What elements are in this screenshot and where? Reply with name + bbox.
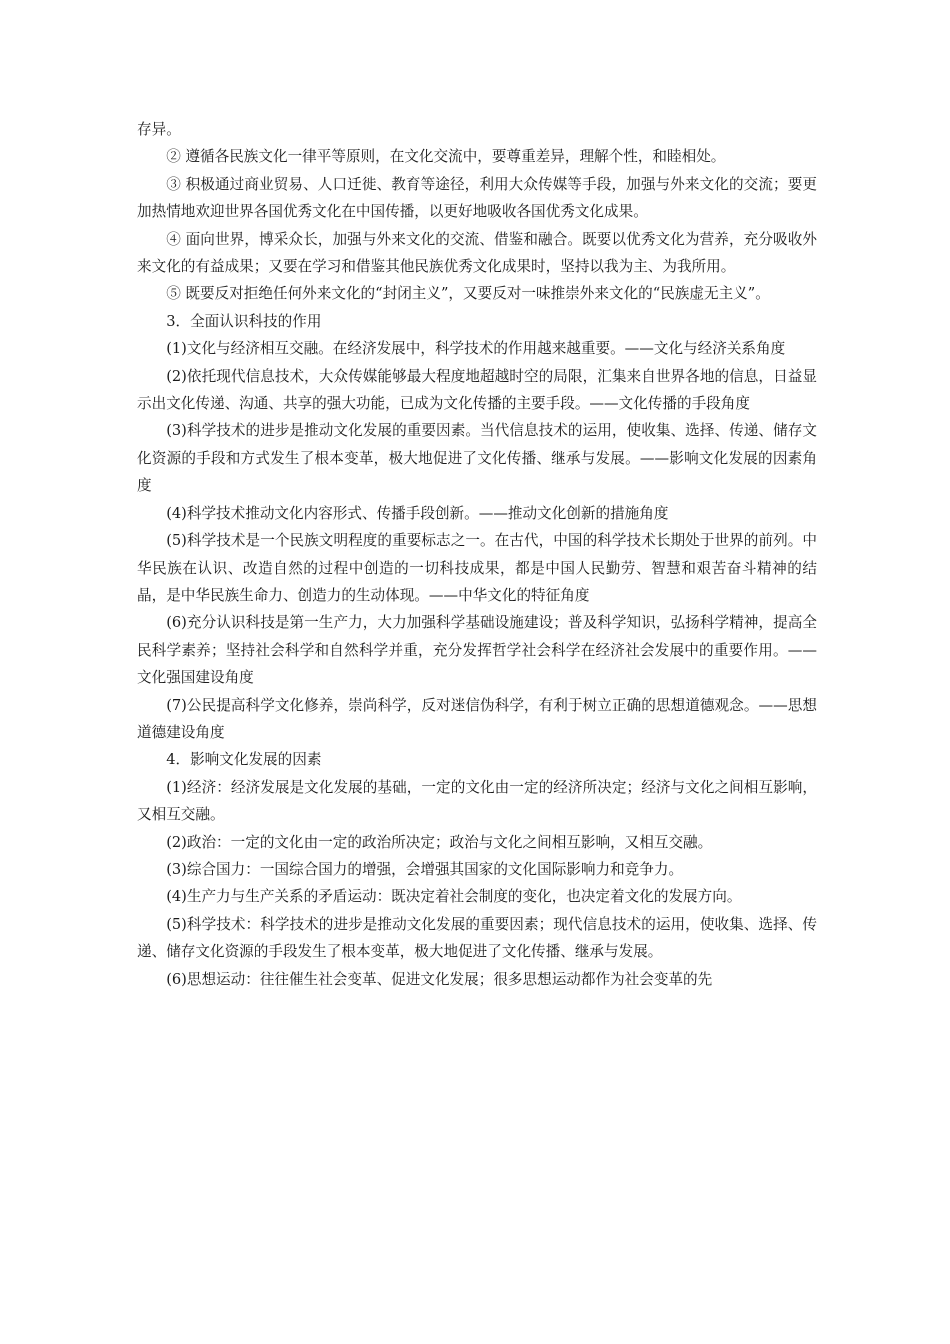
paragraph-tech-1: (1)文化与经济相互交融。在经济发展中，科学技术的作用越来越重要。——文化与经济关系角度 [166,340,786,358]
paragraph-item-3: ③ 积极通过商业贸易、人口迁徙、教育等途径，利用大众传媒等手段，加强与外来文化的交流；要更加热情地欢迎世界各国优秀文化在中国传播，以更好地吸收各国优秀文化成果。 [137,175,817,221]
paragraph-factor-2: (2)政治：一定的文化由一定的政治所决定；政治与文化之间相互影响，又相互交融。 [166,833,713,851]
paragraph-factor-4: (4)生产力与生产关系的矛盾运动：既决定着社会制度的变化，也决定着文化的发展方向。 [166,888,742,906]
paragraph-factor-1: (1)经济：经济发展是文化发展的基础，一定的文化由一定的经济所决定；经济与文化之间相互影响，又相互交融。 [137,778,817,824]
paragraph-tech-4: (4)科学技术推动文化内容形式、传播手段创新。——推动文化创新的措施角度 [166,504,669,522]
paragraph-item-2: ② 遵循各民族文化一律平等原则，在文化交流中，要尊重差异，理解个性，和睦相处。 [166,148,726,166]
section-heading-4: 4．影响文化发展的因素 [166,751,322,769]
paragraph-tech-7: (7)公民提高科学文化修养，崇尚科学，反对迷信伪科学，有利于树立正确的思想道德观念。——思想道德建设角度 [137,696,817,741]
document-page [137,116,817,993]
paragraph-tech-2: (2)依托现代信息技术，大众传媒能够最大程度地超越时空的局限，汇集来自世界各地的信息，日益显示出文化传递、沟通、共享的强大功能，已成为文化传播的主要手段。——文化传播的手段角度 [137,367,817,413]
paragraph-item-4: ④ 面向世界，博采众长，加强与外来文化的交流、借鉴和融合。既要以优秀文化为营养，充分吸收外来文化的有益成果；又要在学习和借鉴其他民族优秀文化成果时，坚持以我为主、为我所用。 [137,230,817,276]
paragraph-continuation: 存异。 [137,121,181,138]
paragraph-factor-6: (6)思想运动：往往催生社会变革、促进文化发展；很多思想运动都作为社会变革的先 [166,970,713,988]
paragraph-factor-3: (3)综合国力：一国综合国力的增强，会增强其国家的文化国际影响力和竞争力。 [166,860,684,878]
paragraph-tech-3: (3)科学技术的进步是推动文化发展的重要因素。当代信息技术的运用，使收集、选择、传递、储存文化资源的手段和方式发生了根本变革，极大地促进了文化传播、继承与发展。——影响文化发展的因素角度 [137,422,817,495]
section-heading-3: 3．全面认识科技的作用 [166,312,322,330]
paragraph-item-5: ⑤ 既要反对拒绝任何外来文化的“封闭主义”，又要反对一味推崇外来文化的“民族虚无主义”。 [166,285,770,303]
paragraph-tech-6: (6)充分认识科技是第一生产力，大力加强科学基础设施建设；普及科学知识，弘扬科学精神，提高全民科学素养；坚持社会科学和自然科学并重，充分发挥哲学社会科学在经济社会发展中的重要作用。——文化强国建设角度 [137,614,817,687]
paragraph-factor-5: (5)科学技术：科学技术的进步是推动文化发展的重要因素；现代信息技术的运用，使收集、选择、传递、储存文化资源的手段发生了根本变革，极大地促进了文化传播、继承与发展。 [137,915,817,961]
paragraph-tech-5: (5)科学技术是一个民族文明程度的重要标志之一。在古代，中国的科学技术长期处于世界的前列。中华民族在认识、改造自然的过程中创造的一切科技成果，都是中国人民勤劳、智慧和艰苦奋斗精神的结晶，是中华民族生命力、创造力的生动体现。——中华文化的特征角度 [137,532,817,604]
